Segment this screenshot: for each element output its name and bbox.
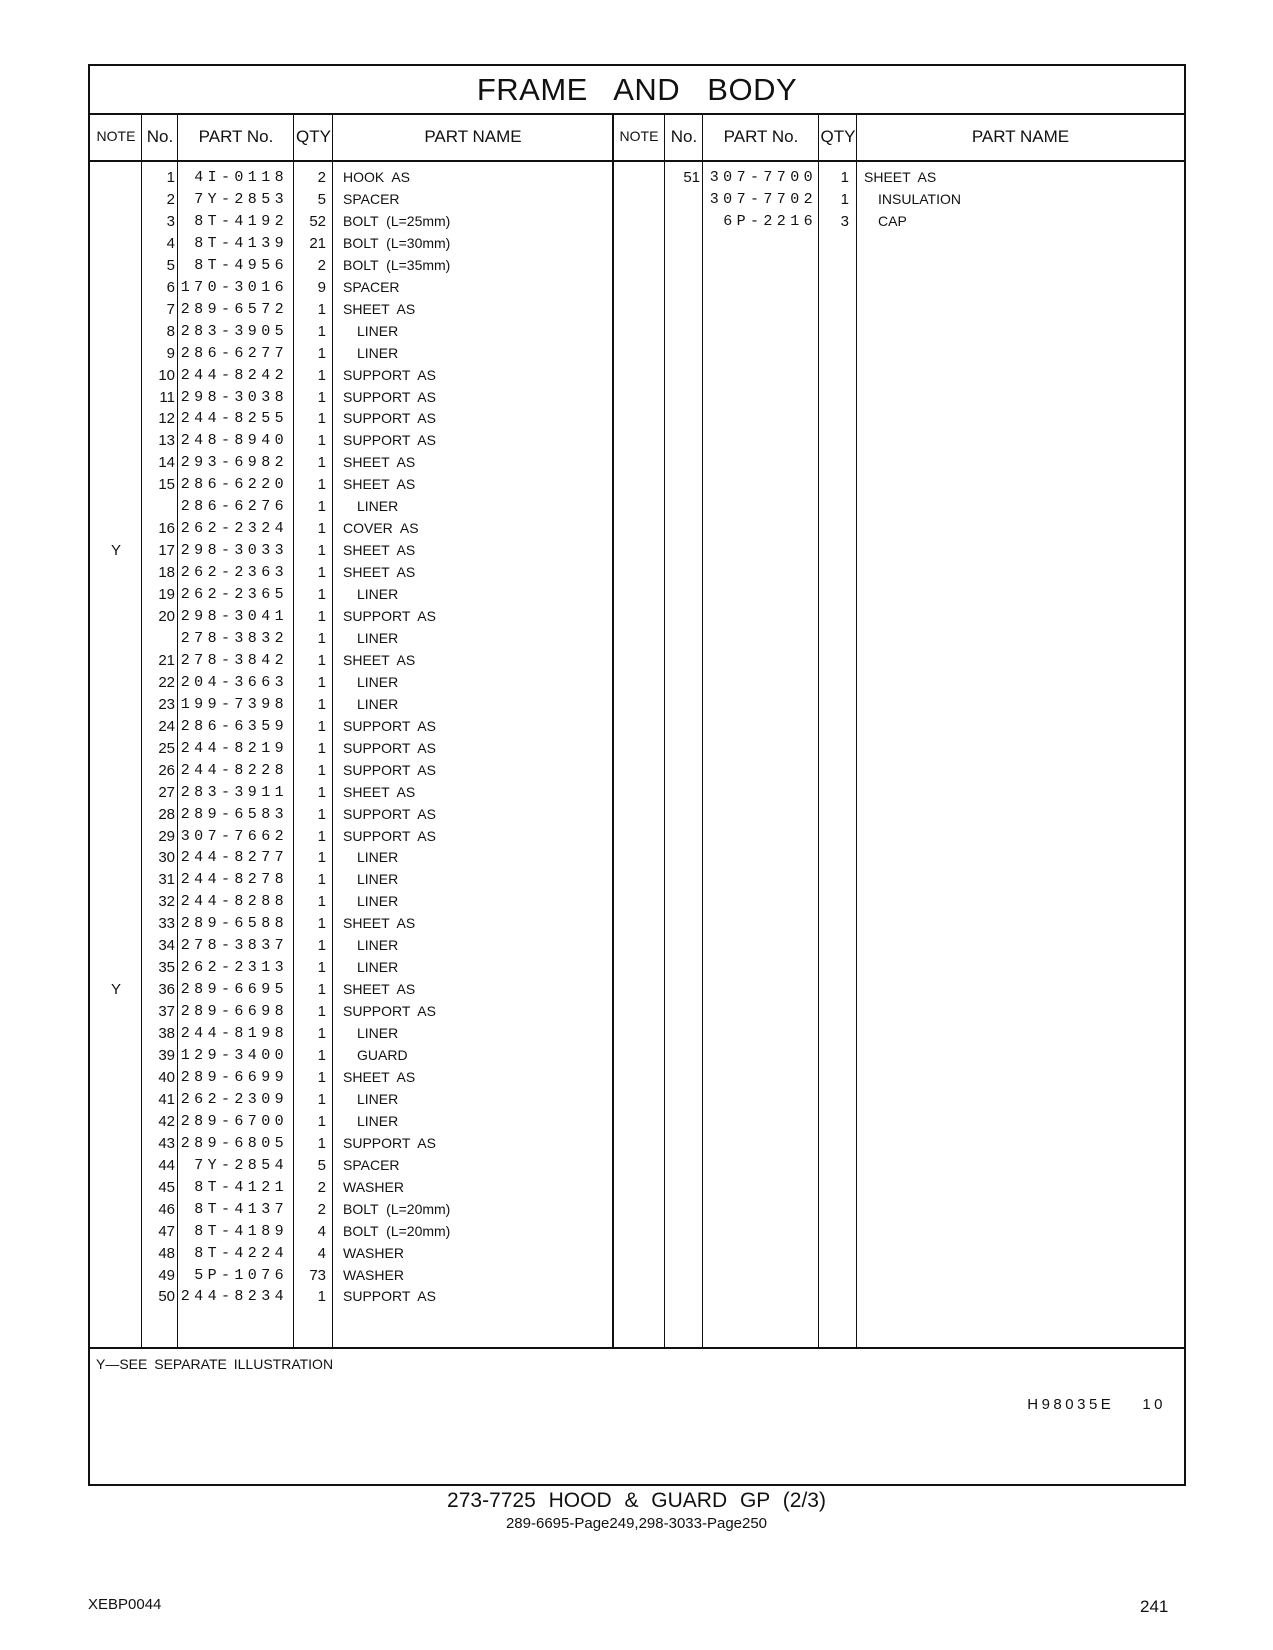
table-row [90, 364, 612, 387]
quantity: 5 [317, 190, 326, 208]
table-row [90, 890, 612, 913]
quantity: 3 [840, 212, 849, 230]
quantity: 1 [317, 1068, 326, 1086]
quantity: 1 [317, 542, 326, 560]
table-header-row [90, 113, 1184, 162]
group-subcaption: 289-6695-Page249,298-3033-Page250 [505, 1515, 768, 1532]
part-number: 307-7700 [709, 169, 817, 186]
column-divider [856, 113, 857, 1347]
quantity: 1 [317, 586, 326, 604]
part-name: BOLT (L=30mm) [343, 234, 451, 251]
quantity: 2 [317, 169, 326, 186]
quantity: 2 [317, 256, 326, 274]
part-name: SUPPORT AS [343, 717, 436, 734]
part-name: SUPPORT AS [343, 432, 436, 449]
item-number: 21 [158, 651, 175, 669]
table-row [90, 583, 612, 606]
quantity: 1 [317, 1090, 326, 1108]
part-name: SHEET AS [343, 651, 416, 668]
part-name: SHEET AS [864, 169, 937, 185]
header-no-right: No. [670, 127, 698, 146]
part-name: LINER [357, 871, 399, 888]
part-number: 199-7398 [180, 695, 288, 713]
part-number: 278-3842 [180, 651, 288, 669]
item-number: 11 [159, 388, 175, 406]
item-number: 40 [158, 1068, 175, 1086]
item-number: 49 [158, 1266, 175, 1284]
part-number: 244-8242 [180, 366, 288, 384]
item-number: 22 [158, 673, 175, 691]
part-number: 7Y-2853 [194, 190, 288, 208]
table-row [90, 693, 612, 716]
part-number: 244-8228 [180, 761, 288, 779]
item-number: 13 [158, 432, 175, 450]
quantity: 1 [317, 388, 326, 406]
column-divider [664, 113, 665, 1347]
part-number: 278-3832 [180, 629, 288, 647]
item-number: 5 [166, 256, 175, 274]
illustration-code-main: H98035E [1027, 1396, 1115, 1413]
part-name: LINER [357, 344, 399, 361]
quantity: 5 [317, 1156, 326, 1174]
part-number: 262-2313 [180, 959, 288, 977]
table-row [90, 978, 612, 1001]
part-number: 129-3400 [180, 1047, 288, 1064]
item-number: 2 [166, 190, 175, 208]
table-row [90, 1044, 612, 1067]
quantity: 1 [317, 366, 326, 384]
quantity: 1 [317, 893, 326, 911]
part-number: 307-7702 [709, 190, 817, 208]
quantity: 1 [317, 805, 326, 823]
column-divider [702, 113, 703, 1347]
table-row [90, 825, 612, 848]
table-row [90, 1220, 612, 1243]
part-number: 262-2324 [180, 520, 288, 538]
document-id: XEBP0044 [88, 1596, 162, 1613]
part-number: 8T-4139 [194, 234, 288, 252]
table-row [90, 1176, 612, 1199]
quantity: 1 [317, 410, 326, 428]
item-number: 29 [158, 827, 175, 845]
item-number: 26 [158, 761, 175, 779]
part-name: SUPPORT AS [343, 1003, 436, 1020]
part-number: 262-2309 [180, 1090, 288, 1108]
part-name: SHEET AS [343, 783, 416, 800]
table-row [90, 276, 612, 299]
item-number: 27 [158, 783, 175, 801]
table-row [90, 737, 612, 760]
quantity: 1 [317, 695, 326, 713]
item-number: 42 [158, 1112, 175, 1130]
table-row [90, 868, 612, 891]
part-number: 8T-4121 [194, 1178, 288, 1196]
part-name: SUPPORT AS [343, 761, 436, 778]
table-row [90, 386, 612, 409]
table-row [90, 1242, 612, 1265]
part-name: LINER [357, 1112, 399, 1129]
quantity: 52 [309, 212, 326, 230]
page-number: 241 [1140, 1597, 1169, 1616]
item-number: 7 [166, 300, 175, 318]
quantity: 1 [317, 761, 326, 779]
part-number: 289-6583 [180, 805, 288, 823]
quantity: 1 [317, 454, 326, 472]
table-row [90, 1264, 612, 1287]
table-row [90, 1132, 612, 1155]
part-name: INSULATION [878, 190, 961, 207]
part-name: LINER [357, 586, 399, 603]
item-number: 45 [158, 1178, 175, 1196]
table-row [90, 254, 612, 277]
item-number: 30 [158, 849, 175, 867]
part-number: 289-6805 [180, 1134, 288, 1152]
part-name: CAP [878, 212, 907, 229]
part-name: LINER [357, 849, 399, 866]
part-name: SHEET AS [343, 300, 416, 317]
item-number: 10 [158, 366, 175, 384]
part-number: 7Y-2854 [194, 1156, 288, 1174]
quantity: 1 [317, 608, 326, 625]
part-number: 289-6695 [180, 981, 288, 999]
item-number: 38 [158, 1025, 175, 1043]
illustration-code-suffix: 10 [1142, 1396, 1166, 1413]
part-number: 286-6359 [180, 717, 288, 735]
part-number: 244-8234 [180, 1288, 288, 1306]
part-name: HOOK AS [343, 169, 411, 185]
quantity: 1 [317, 871, 326, 889]
part-name: LINER [357, 959, 399, 976]
table-row [90, 781, 612, 804]
part-number: 244-8278 [180, 871, 288, 889]
table-row [90, 934, 612, 957]
part-number: 5P-1076 [194, 1266, 288, 1284]
item-number: 1 [166, 169, 175, 186]
table-row [90, 627, 612, 650]
part-name: SUPPORT AS [343, 388, 436, 405]
item-number: 48 [158, 1244, 175, 1262]
table-row [90, 1110, 612, 1133]
part-name: GUARD [357, 1047, 408, 1063]
header-part-name-right: PART NAME [971, 127, 1070, 146]
item-number: 18 [158, 564, 175, 582]
item-number: 19 [158, 586, 175, 604]
part-name: WASHER [343, 1178, 404, 1195]
quantity: 1 [317, 1025, 326, 1043]
quantity: 1 [317, 1112, 326, 1130]
part-number: 286-6276 [180, 498, 288, 516]
quantity: 21 [309, 234, 326, 252]
quantity: 1 [317, 827, 326, 845]
item-number: 43 [158, 1134, 175, 1152]
item-number: 36 [158, 981, 175, 999]
part-name: LINER [357, 322, 399, 339]
table-row [90, 715, 612, 738]
table-row [90, 1022, 612, 1045]
part-number: 262-2365 [180, 586, 288, 604]
item-number: 34 [158, 937, 175, 955]
part-number: 286-6277 [180, 344, 288, 362]
quantity: 1 [317, 1134, 326, 1152]
part-number: 204-3663 [180, 673, 288, 691]
item-number: 20 [158, 608, 175, 625]
item-number: 28 [158, 805, 175, 823]
item-number: 46 [158, 1200, 175, 1218]
quantity: 1 [317, 520, 326, 538]
part-name: SUPPORT AS [343, 608, 436, 624]
table-row [90, 166, 1184, 189]
item-number: 8 [166, 322, 175, 340]
table-row [90, 429, 612, 452]
part-number: 244-8198 [180, 1025, 288, 1043]
table-row [90, 912, 612, 935]
table-row [90, 605, 612, 628]
header-qty-right: QTY [820, 127, 856, 146]
part-name: LINER [357, 1025, 399, 1042]
part-number: 170-3016 [180, 278, 288, 296]
note-cell: Y [110, 981, 121, 999]
part-number: 289-6572 [180, 300, 288, 318]
item-number: 25 [158, 739, 175, 757]
part-number: 289-6700 [180, 1112, 288, 1130]
item-number: 33 [158, 915, 175, 933]
quantity: 9 [317, 278, 326, 296]
table-row [90, 517, 612, 540]
item-number: 6 [166, 278, 175, 296]
part-number: 8T-4956 [194, 256, 288, 274]
part-number: 244-8288 [180, 893, 288, 911]
part-number: 244-8277 [180, 849, 288, 867]
parts-table-frame [88, 64, 1186, 1486]
quantity: 1 [317, 959, 326, 977]
header-part-no-right: PART No. [723, 127, 799, 146]
part-name: BOLT (L=20mm) [343, 1200, 451, 1217]
quantity: 1 [317, 673, 326, 691]
part-name: SHEET AS [343, 542, 416, 559]
quantity: 1 [317, 564, 326, 582]
part-name: LINER [357, 498, 399, 515]
part-number: 6P-2216 [723, 212, 817, 230]
part-number: 289-6699 [180, 1068, 288, 1086]
item-number: 44 [158, 1156, 175, 1174]
table-row [90, 320, 612, 343]
item-number: 41 [158, 1090, 175, 1108]
item-number: 37 [158, 1003, 175, 1021]
part-name: SPACER [343, 190, 400, 207]
part-number: 286-6220 [180, 476, 288, 494]
header-part-no: PART No. [198, 127, 274, 146]
part-number: 4I-0118 [194, 169, 288, 186]
part-number: 278-3837 [180, 937, 288, 955]
part-name: WASHER [343, 1244, 404, 1261]
table-row [90, 846, 612, 869]
table-row [90, 1000, 612, 1023]
footnote: Y—SEE SEPARATE ILLUSTRATION [96, 1356, 334, 1372]
part-name: WASHER [343, 1266, 404, 1283]
part-name: SHEET AS [343, 476, 416, 493]
table-row [90, 473, 612, 496]
quantity: 1 [317, 300, 326, 318]
illustration-code [1027, 1396, 1166, 1413]
table-row [90, 539, 612, 562]
header-no: No. [146, 127, 174, 146]
quantity: 1 [317, 1288, 326, 1306]
part-name: LINER [357, 937, 399, 954]
quantity: 1 [317, 937, 326, 955]
table-title: FRAME AND BODY [90, 66, 1184, 115]
quantity: 4 [317, 1222, 326, 1240]
part-name: SPACER [343, 1156, 400, 1173]
item-number: 31 [158, 871, 175, 889]
part-name: LINER [357, 695, 399, 712]
part-number: 298-3041 [180, 608, 288, 625]
table-row [90, 1154, 612, 1177]
part-name: SUPPORT AS [343, 410, 436, 427]
quantity: 1 [840, 190, 849, 208]
table-row [90, 561, 612, 584]
part-name: SUPPORT AS [343, 366, 436, 383]
table-row [90, 759, 612, 782]
item-number: 51 [683, 169, 700, 186]
part-name: BOLT (L=35mm) [343, 256, 451, 273]
part-number: 298-3033 [180, 542, 288, 560]
table-row [90, 407, 612, 430]
quantity: 1 [317, 915, 326, 933]
item-number: 24 [158, 717, 175, 735]
part-number: 248-8940 [180, 432, 288, 450]
part-name: BOLT (L=25mm) [343, 212, 451, 229]
part-name: LINER [357, 629, 399, 646]
note-cell: Y [110, 542, 121, 560]
part-name: SHEET AS [343, 981, 416, 998]
table-row [90, 232, 612, 255]
item-number: 32 [158, 893, 175, 911]
quantity: 2 [317, 1200, 326, 1218]
table-row [90, 1066, 612, 1089]
part-number: 244-8219 [180, 739, 288, 757]
item-number: 12 [158, 410, 175, 428]
item-number: 50 [158, 1288, 175, 1306]
part-number: 283-3905 [180, 322, 288, 340]
part-number: 289-6588 [180, 915, 288, 933]
quantity: 1 [317, 717, 326, 735]
quantity: 1 [317, 1047, 326, 1064]
item-number: 4 [166, 234, 175, 252]
table-row [90, 1285, 612, 1308]
part-name: SHEET AS [343, 454, 416, 471]
part-name: SHEET AS [343, 564, 416, 581]
quantity: 1 [317, 981, 326, 999]
item-number: 15 [158, 476, 175, 494]
quantity: 1 [317, 629, 326, 647]
part-name: BOLT (L=20mm) [343, 1222, 451, 1239]
quantity: 1 [840, 169, 849, 186]
part-name: SUPPORT AS [343, 1134, 436, 1151]
part-number: 8T-4192 [194, 212, 288, 230]
quantity: 1 [317, 322, 326, 340]
table-row [90, 956, 612, 979]
part-name: SUPPORT AS [343, 1288, 436, 1305]
item-number: 9 [166, 344, 175, 362]
quantity: 1 [317, 849, 326, 867]
part-number: 298-3038 [180, 388, 288, 406]
item-number: 47 [158, 1222, 175, 1240]
table-row [90, 1198, 612, 1221]
part-number: 244-8255 [180, 410, 288, 428]
table-row [90, 495, 612, 518]
item-number: 17 [158, 542, 175, 560]
quantity: 1 [317, 344, 326, 362]
table-row [90, 210, 1184, 233]
table-row [90, 671, 612, 694]
table-row [90, 188, 1184, 211]
quantity: 1 [317, 476, 326, 494]
quantity: 4 [317, 1244, 326, 1262]
part-number: 307-7662 [180, 827, 288, 845]
quantity: 1 [317, 651, 326, 669]
header-note-right: NOTE [619, 128, 659, 144]
item-number: 23 [158, 695, 175, 713]
quantity: 1 [317, 432, 326, 450]
part-name: SUPPORT AS [343, 805, 436, 822]
part-name: SHEET AS [343, 915, 416, 932]
part-number: 262-2363 [180, 564, 288, 582]
part-name: LINER [357, 893, 399, 910]
header-part-name: PART NAME [424, 127, 522, 146]
header-qty: QTY [296, 127, 331, 146]
quantity: 2 [317, 1178, 326, 1196]
item-number: 16 [158, 520, 175, 538]
quantity: 1 [317, 739, 326, 757]
table-row [90, 803, 612, 826]
part-name: COVER AS [343, 520, 419, 537]
quantity: 1 [317, 783, 326, 801]
quantity: 73 [309, 1266, 326, 1284]
table-row [90, 342, 612, 365]
column-divider [818, 113, 819, 1347]
item-number: 39 [158, 1047, 175, 1064]
part-number: 8T-4224 [194, 1244, 288, 1262]
quantity: 1 [317, 498, 326, 516]
item-number: 3 [166, 212, 175, 230]
part-number: 8T-4137 [194, 1200, 288, 1218]
table-row [90, 451, 612, 474]
part-number: 283-3911 [180, 783, 288, 801]
part-name: SPACER [343, 278, 400, 295]
part-name: LINER [357, 1090, 399, 1107]
item-number: 14 [158, 454, 175, 472]
part-name: LINER [357, 673, 399, 690]
part-number: 289-6698 [180, 1003, 288, 1021]
table-row [90, 298, 612, 321]
part-name: SUPPORT AS [343, 827, 436, 844]
item-number: 35 [158, 959, 175, 977]
header-note: NOTE [96, 128, 136, 144]
footnote-divider [90, 1347, 1184, 1349]
table-row [90, 1088, 612, 1111]
part-number: 8T-4189 [194, 1222, 288, 1240]
group-caption: 273-7725 HOOD & GUARD GP (2/3) [447, 1489, 826, 1512]
part-name: SHEET AS [343, 1068, 416, 1085]
quantity: 1 [317, 1003, 326, 1021]
part-name: SUPPORT AS [343, 739, 436, 756]
table-row [90, 649, 612, 672]
part-number: 293-6982 [180, 454, 288, 472]
